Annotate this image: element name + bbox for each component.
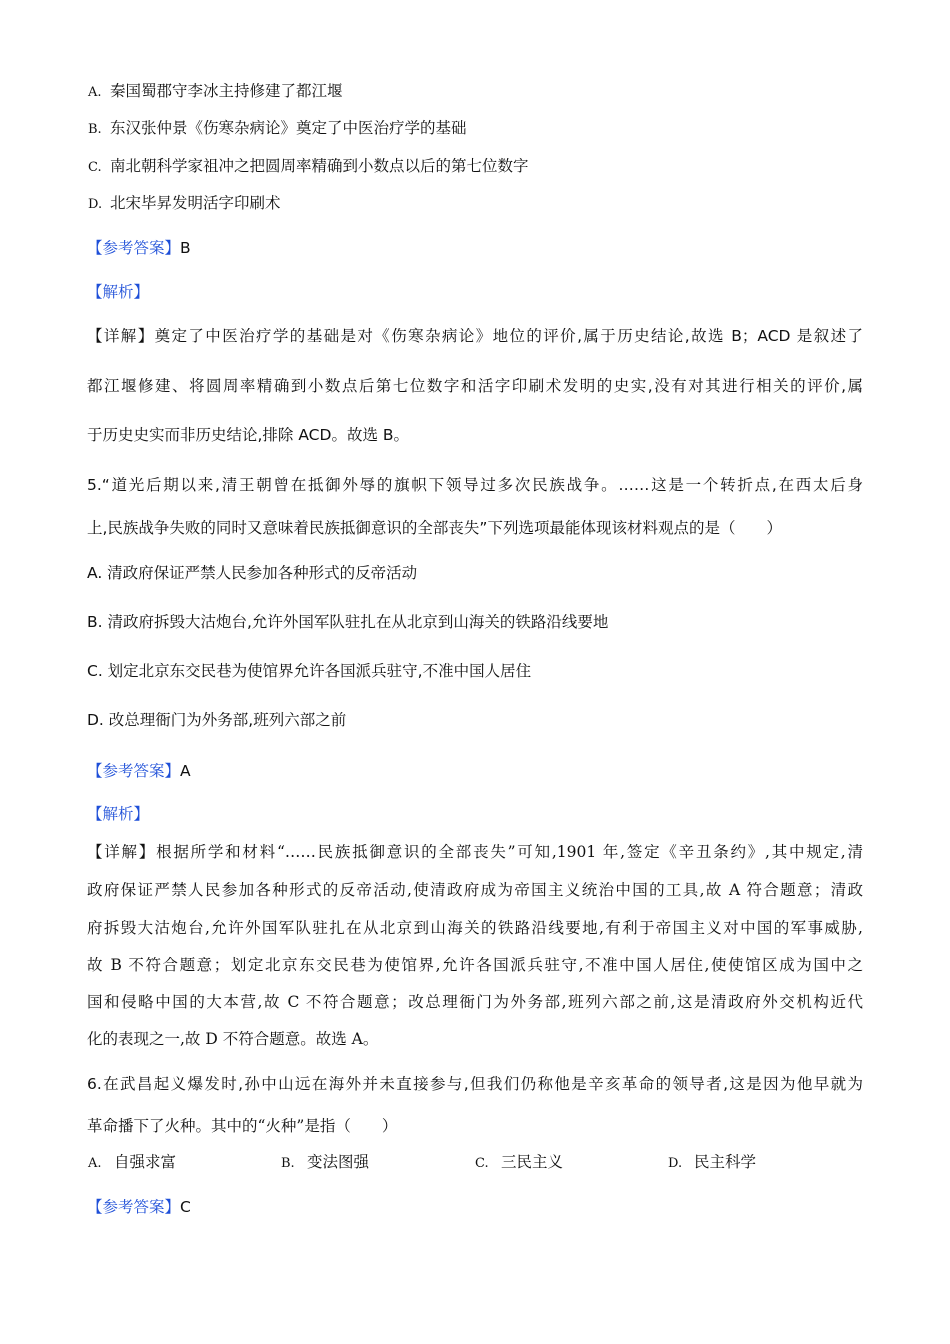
q5-detail-line-3: 府拆毁大沽炮台,允许外国军队驻扎在从北京到山海关的铁路沿线要地,有利于帝国主义对中国的军事威胁, [87, 919, 863, 937]
q5-detail-line-4: 故 B 不符合题意；划定北京东交民巷为使馆界,允许各国派兵驻守,不准中国人居住,使使馆区成为国中之 [87, 956, 863, 974]
q6-answer: 【参考答案】C [87, 1198, 191, 1216]
q5-analysis-label: 【解析】 [87, 805, 150, 823]
q5-option-b: B. 清政府拆毁大沽炮台,允许外国军队驻扎在从北京到山海关的铁路沿线要地 [87, 613, 609, 631]
q4-option-b: B. 东汉张仲景《伤寒杂病论》奠定了中医治疗学的基础 [88, 119, 467, 137]
q5-option-d: D. 改总理衙门为外务部,班列六部之前 [87, 711, 347, 729]
q5-answer: 【参考答案】A [87, 762, 191, 780]
q6-stem-line-1: 6.在武昌起义爆发时,孙中山远在海外并未直接参与,但我们仍称他是辛亥革命的领导者,这是因为他早就为 [87, 1075, 863, 1093]
q6-option-a: A. 自强求富 [88, 1153, 177, 1171]
q5-detail-line-5: 国和侵略中国的大本营,故 C 不符合题意；改总理衙门为外务部,班列六部之前,这是清政府外交机构近代 [87, 993, 863, 1011]
q4-option-d: D. 北宋毕昇发明活字印刷术 [88, 194, 281, 212]
q5-option-c: C. 划定北京东交民巷为使馆界允许各国派兵驻守,不准中国人居住 [87, 662, 532, 680]
q5-detail-line-1: 【详解】根据所学和材料“……民族抵御意识的全部丧失”可知,1901 年,签定《辛丑条约》,其中规定,清 [87, 843, 863, 861]
q6-option-b: B. 变法图强 [281, 1153, 370, 1171]
q6-stem-line-2: 革命播下了火种。其中的“火种”是指（ ） [87, 1117, 398, 1135]
q4-option-a: A. 秦国蜀郡守李冰主持修建了都江堰 [88, 82, 343, 100]
q5-stem-line-1: 5.“道光后期以来,清王朝曾在抵御外辱的旗帜下领导过多次民族战争。……这是一个转折点,在西太后身 [87, 476, 863, 494]
q5-option-a: A. 清政府保证严禁人民参加各种形式的反帝活动 [87, 564, 418, 582]
q5-detail-line-2: 政府保证严禁人民参加各种形式的反帝活动,使清政府成为帝国主义统治中国的工具,故 A 符合题意；清政 [87, 881, 863, 899]
q4-option-c: C. 南北朝科学家祖冲之把圆周率精确到小数点以后的第七位数字 [88, 157, 529, 175]
q6-option-d: D. 民主科学 [668, 1153, 757, 1171]
q4-detail-line-3: 于历史史实而非历史结论,排除 ACD。故选 B。 [87, 426, 410, 444]
q4-detail-line-2: 都江堰修建、将圆周率精确到小数点后第七位数字和活字印刷术发明的史实,没有对其进行相关的评价,属 [87, 377, 863, 395]
q4-answer: 【参考答案】B [87, 239, 191, 257]
q4-analysis-label: 【解析】 [87, 283, 150, 301]
q5-stem-line-2: 上,民族战争失败的同时又意味着民族抵御意识的全部丧失”下列选项最能体现该材料观点的是（ ） [87, 519, 782, 537]
q4-detail-line-1: 【详解】奠定了中医治疗学的基础是对《伤寒杂病论》地位的评价,属于历史结论,故选 B；ACD 是叙述了 [87, 327, 863, 345]
q6-option-c: C. 三民主义 [475, 1153, 564, 1171]
q5-detail-line-6: 化的表现之一,故 D 不符合题意。故选 A。 [87, 1030, 379, 1048]
